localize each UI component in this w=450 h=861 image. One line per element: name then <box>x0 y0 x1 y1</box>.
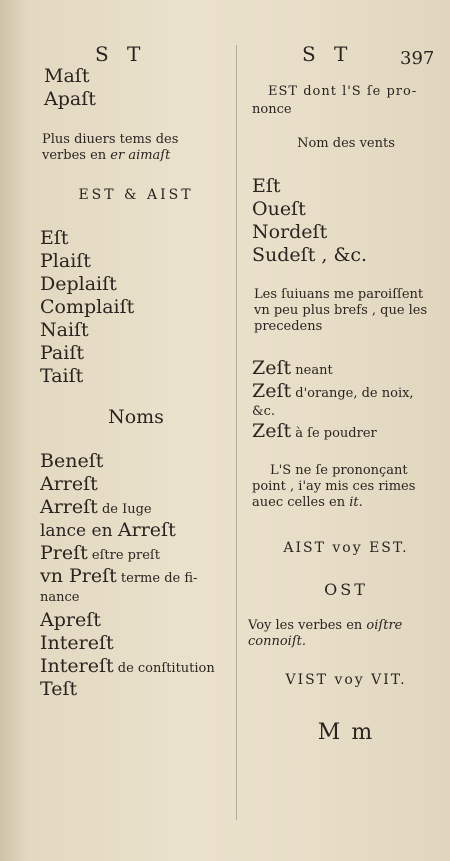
suiuans-line-2: vn peu plus brefs , que les <box>254 303 428 318</box>
heading-noms: Noms <box>108 406 164 428</box>
wind-est: Eſt <box>252 175 281 197</box>
lance-en: lance en <box>40 521 118 541</box>
zest-word-3: Zeſt <box>252 420 292 442</box>
word-est: Eſt <box>40 227 69 249</box>
wind-ouest: Oueſt <box>252 198 306 220</box>
oistre-italic: oiſtre <box>366 618 403 633</box>
word-benest: Beneſt <box>40 450 104 472</box>
line-lance-en-arrest <box>40 519 176 542</box>
word-taist: Taiſt <box>40 365 84 387</box>
wind-sudest: Sudeſt , &c. <box>252 244 368 266</box>
word-nance: nance <box>40 590 80 605</box>
page-number: 397 <box>400 48 435 69</box>
line-interest-constitution <box>40 655 215 677</box>
a-se-poudrer: à ſe poudrer <box>291 426 377 441</box>
heading-ost: OST <box>324 580 368 599</box>
word-interest: Intereſt <box>40 632 114 654</box>
de-iuge: de Iuge <box>97 502 152 517</box>
estre-prest: eſtre preſt <box>87 548 160 563</box>
nom-des-vents: Nom des vents <box>297 136 395 151</box>
suiuans-line-3: precedens <box>254 319 323 334</box>
word-arrest: Arreſt <box>40 473 98 495</box>
note-italic: er aimaſt <box>110 148 171 163</box>
word-complaist: Complaiſt <box>40 296 135 318</box>
etc: &c. <box>252 404 275 419</box>
voy-line-1 <box>248 618 448 634</box>
word-test: Teſt <box>40 678 78 700</box>
est-dont-line1: EST dont l'S ſe pro- <box>268 84 418 99</box>
word-naist: Naiſt <box>40 319 89 341</box>
note-plus-diuers <box>42 132 238 164</box>
heading-vist-voy-vit: VIST voy VIT. <box>285 672 407 688</box>
paragraph-prononcant <box>252 463 448 511</box>
interest-word: Intereſt <box>40 655 114 677</box>
auec-celles: auec celles en <box>252 495 350 510</box>
word-mast: Maſt <box>44 65 90 87</box>
word-aprest: Apreſt <box>40 609 101 631</box>
lance-arrest: Arreſt <box>117 519 176 541</box>
paragraph-suiuans <box>254 287 446 335</box>
running-head-left: S T <box>95 42 147 66</box>
neant: neant <box>291 363 333 378</box>
arrest-word: Arreſt <box>40 496 98 518</box>
paragraph-voy-verbes <box>248 618 448 650</box>
vn-prest-word: vn Preſt <box>40 565 117 587</box>
prest-word: Preſt <box>40 542 88 564</box>
line-arrest-de-iuge <box>40 496 152 518</box>
word-plaist: Plaiſt <box>40 250 91 272</box>
line-zest-poudrer <box>252 420 377 442</box>
signature-mark: M m <box>317 720 375 745</box>
de-constitution: de conſtitution <box>113 661 215 676</box>
heading-est-aist: EST & AIST <box>78 187 194 203</box>
connoist-italic: connoiſt. <box>248 634 307 649</box>
it-italic: it. <box>349 495 363 510</box>
word-apast: Apaſt <box>44 88 96 110</box>
prononcant-line-1: L'S ne ſe prononçant <box>270 463 408 478</box>
line-zest-neant <box>252 357 333 379</box>
note-line-2 <box>42 148 238 164</box>
suiuans-line-1: Les ſuiuans me paroiſſent <box>254 287 424 302</box>
prononcant-line-2: point , i'ay mis ces rimes <box>252 479 416 494</box>
note-text: verbes en <box>42 148 111 163</box>
line-vn-prest <box>40 565 236 587</box>
prononcant-line-3 <box>252 495 448 511</box>
voy-les-verbes: Voy les verbes en <box>248 618 367 633</box>
heading-aist-voy-est: AIST voy EST. <box>283 540 409 556</box>
word-deplaist: Deplaiſt <box>40 273 117 295</box>
line-prest <box>40 542 160 564</box>
note-line-1: Plus diuers tems des <box>42 132 179 147</box>
word-paist: Paiſt <box>40 342 85 364</box>
running-head-right: S T <box>302 42 354 66</box>
terme-de-fi: terme de fi- <box>116 571 198 586</box>
est-dont-line2: nonce <box>252 102 292 117</box>
wind-nordest: Nordeſt <box>252 221 328 243</box>
line-zest-orange <box>252 380 448 402</box>
zest-word-1: Zeſt <box>252 357 292 379</box>
dorange-de-noix: d'orange, de noix, <box>291 386 414 401</box>
zest-word-2: Zeſt <box>252 380 292 402</box>
